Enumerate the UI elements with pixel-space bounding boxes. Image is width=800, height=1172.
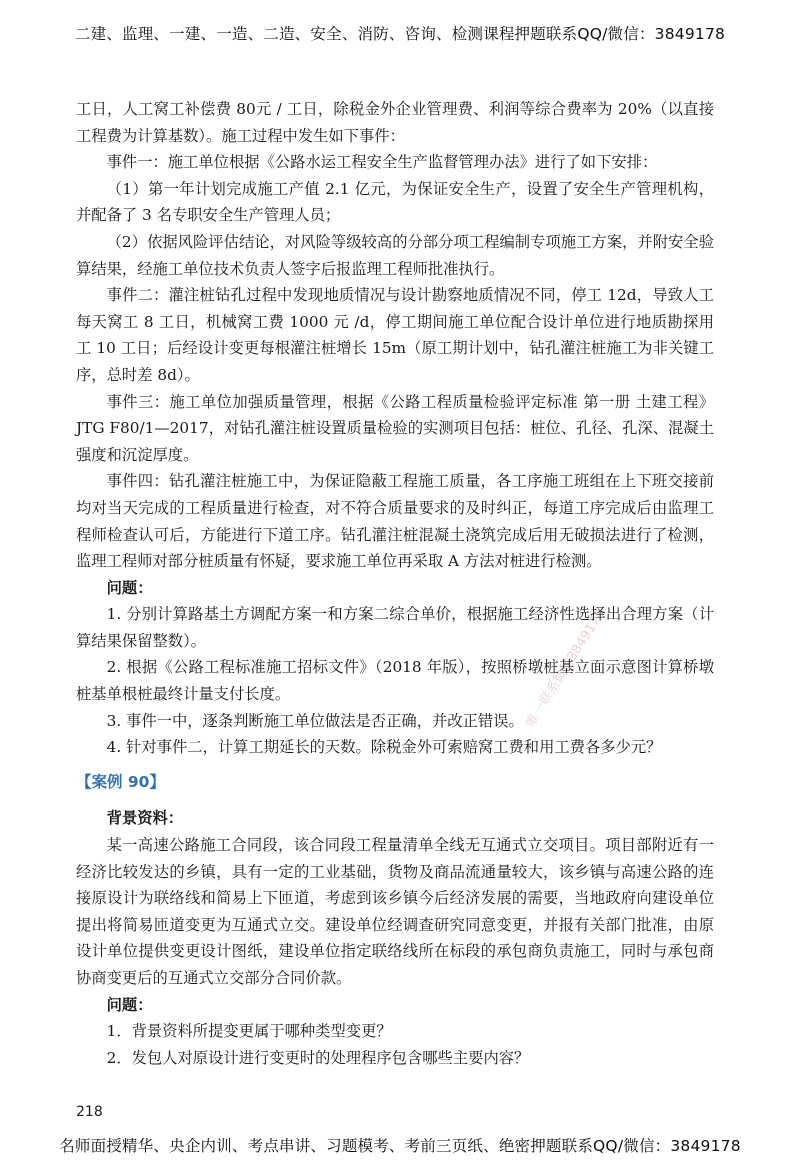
questions-title: 问题：	[106, 578, 153, 597]
event-one-intro: 事件一：施工单位根据《公路水运工程安全生产监督管理办法》进行了如下安排：	[106, 153, 658, 172]
page-content	[76, 96, 714, 1071]
case-90-question-2: 2．发包人对原设计进行变更时的处理程序包含哪些主要内容？	[106, 1048, 530, 1067]
event-three: 事件三：施工单位加强质量管理，根据《公路工程质量检验评定标准 第一册 土建工程》JTG F80/1—2017，对钻孔灌注桩设置质量检验的实测项目包括：桩位、孔径、孔深、混凝土强度和沉淀厚度。	[76, 392, 714, 464]
case-90-question-1: 1．背景资料所提变更属于哪种类型变更？	[106, 1022, 392, 1041]
page-number: 218	[76, 1104, 103, 1120]
question-4: 4. 针对事件二，计算工期延长的天数。除税金外可索赔窝工费和用工费各多少元？	[106, 738, 662, 757]
footer-banner: 名师面授精华、央企内训、考点串讲、习题模考、考前三页纸、绝密押题联系QQ/微信：3849178	[59, 1137, 741, 1155]
question-3: 3. 事件一中，逐条判断施工单位做法是否正确，并改正错误。	[106, 711, 524, 730]
question-1: 1. 分别计算路基土方调配方案一和方案二综合单价，根据施工经济性选择出合理方案（计算结果保留整数）。	[76, 605, 714, 650]
background-text: 某一高速公路施工合同段，该合同段工程量清单全线无互通式立交项目。项目部附近有一经济比较发达的乡镇，具有一定的工业基础，货物及商品流通量较大，该乡镇与高速公路的连接原设计为联络线和简易上下匝道，考虑到该乡镇今后经济发展的需要，当地政府向建设单位提出将简易匝道变更为互通式立交。建设单位经调查研究同意变更，并报有关部门批准，由原设计单位提供变更设计图纸，建设单位指定联络线所在标段的承包商负责施工，同时与承包商协商变更后的互通式立交部分合同价款。	[76, 836, 714, 987]
event-four: 事件四：钻孔灌注桩施工中，为保证隐蔽工程施工质量，各工序施工班组在上下班交接前均对当天完成的工程质量进行检查，对不符合质量要求的及时纠正，每道工序完成后由监理工程师检查认可后，方能进行下道工序。钻孔灌注桩混凝土浇筑完成后用无破损法进行了检测，监理工程师对部分桩质量有怀疑，要求施工单位再采取 A 方法对桩进行检测。	[76, 472, 714, 571]
question-2: 2. 根据《公路工程标准施工招标文件》（2018 年版），按照桥墩桩基立面示意图计算桥墩桩基单根桩最终计量支付长度。	[76, 658, 714, 704]
header-banner: 二建、监理、一建、一造、二造、安全、消防、咨询、检测课程押题联系QQ/微信：3849178	[74, 25, 726, 43]
case-90-questions-title: 问题：	[106, 995, 153, 1014]
paragraph-continuation: 工日，人工窝工补偿费 80元 / 工日，除税金外企业管理费、利润等综合费率为 20%（以直接工程费为计算基数）。施工过程中发生如下事件：	[76, 100, 714, 145]
watermark: 唯一联系微信3849178	[523, 606, 609, 731]
background-title: 背景资料：	[106, 809, 184, 828]
event-one-item-2: （2）依据风险评估结论，对风险等级较高的分部分项工程编制专项施工方案，并附安全验算结果，经施工单位技术负责人签字后报监理工程师批准执行。	[76, 232, 714, 278]
event-one-item-1: （1）第一年计划完成施工产值 2.1 亿元，为保证安全生产，设置了安全生产管理机构，并配备了 3 名专职安全生产管理人员；	[76, 179, 714, 225]
case-90-title: 【案例 90】	[76, 772, 165, 791]
event-two: 事件二：灌注桩钻孔过程中发现地质情况与设计勘察地质情况不同，停工 12d，导致人工每天窝工 8 工日，机械窝工费 1000 元 /d，停工期间施工单位配合设计单位进行地质勘探用工 10 工日；后经设计变更每根灌注桩增长 15m（原工期计划中，钻孔灌注桩施工为非关键工序，总时差 8d）。	[76, 286, 714, 384]
